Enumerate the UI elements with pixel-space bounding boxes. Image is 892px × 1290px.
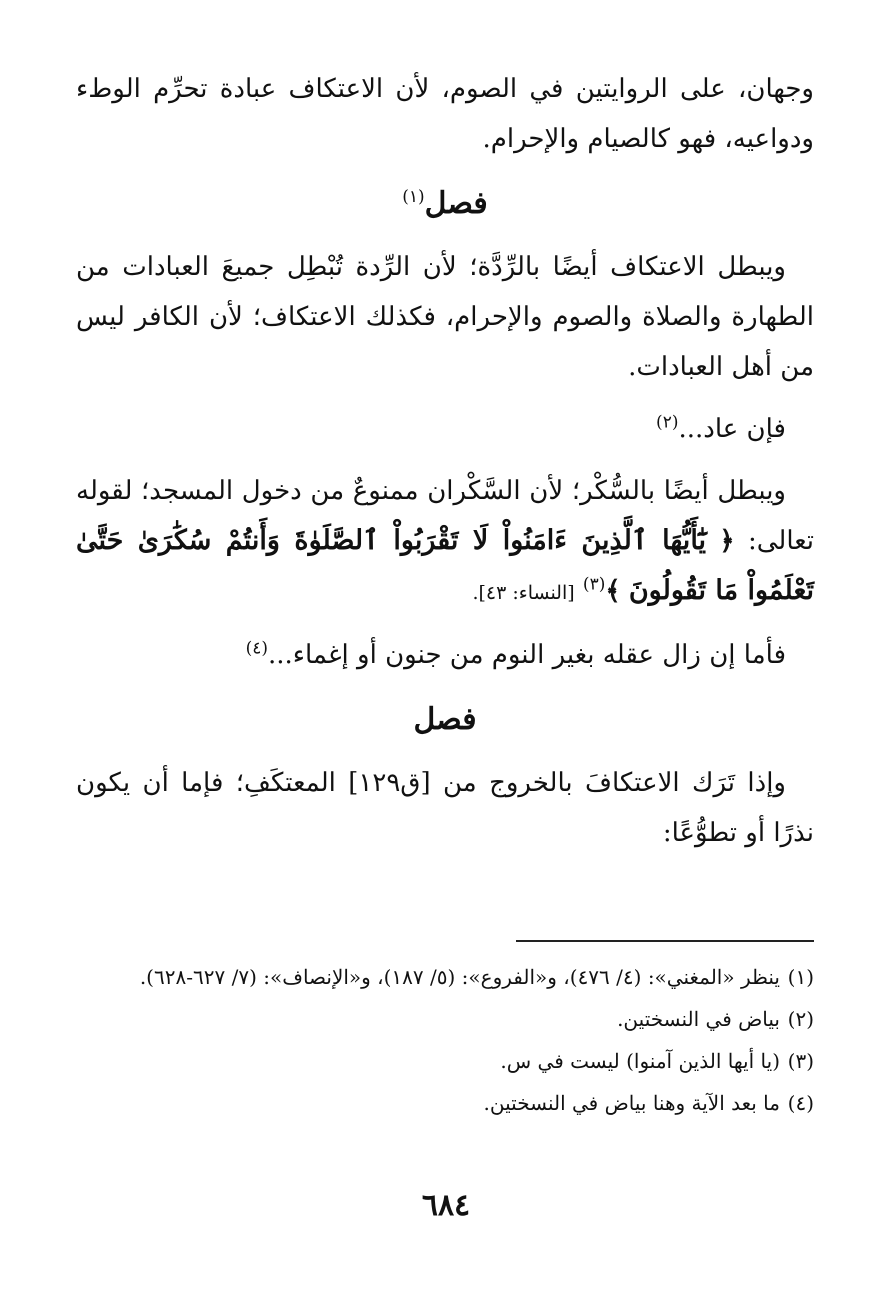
footnote-ref-2: (٢) xyxy=(656,412,679,433)
section-heading-2 xyxy=(76,692,814,748)
paragraph-1 xyxy=(76,64,814,164)
footnote-3-number: (٣) xyxy=(787,1049,814,1073)
quran-open-bracket: ﴿ xyxy=(719,526,735,556)
footnote-1 xyxy=(76,956,814,998)
footnote-ref-4: (٤) xyxy=(245,638,268,659)
paragraph-4-text: ويبطل أيضًا بالسُّكْر؛ لأن السَّكْران ممنوعٌ من دخول المسجد؛ لقوله تعالى: xyxy=(76,476,815,556)
footnote-2-number: (٢) xyxy=(787,1007,814,1031)
quran-source: [النساء: ٤٣]. xyxy=(472,582,575,604)
footnote-1-text: ينظر «المغني»: (٤/ ٤٧٦)، و«الفروع»: (٥/ ١٨٧)، و«الإنصاف»: (٧/ ٦٢٧-٦٢٨). xyxy=(139,965,780,989)
footnote-ref-3: (٣) xyxy=(582,574,606,595)
footnote-2 xyxy=(76,998,814,1040)
section-heading-2-text: فصل xyxy=(413,702,477,737)
section-heading-1 xyxy=(76,176,814,232)
footnote-ref-1: (١) xyxy=(402,187,425,207)
paragraph-1-text: وجهان، على الروايتين في الصوم، لأن الاعتكاف عبادة تحرِّم الوطء ودواعيه، فهو كالصيام والإحرام. xyxy=(76,74,814,154)
footnotes xyxy=(76,956,814,1124)
paragraph-4 xyxy=(76,466,814,618)
paragraph-5-text: فأما إن زال عقله بغير النوم من جنون أو إغماء... xyxy=(267,640,786,670)
footnote-separator xyxy=(516,940,814,942)
footnote-3 xyxy=(76,1040,814,1082)
quran-verse: يَٰٓأَيُّهَا ٱلَّذِينَ ءَامَنُواْ لَا تَقْرَبُواْ ٱلصَّلَوٰةَ وَأَنتُمْ سُكَٰرَىٰ حَتَّىٰ تَعْلَمُواْ مَا تَقُولُونَ xyxy=(76,525,814,606)
page-number: ٦٨٤ xyxy=(421,1188,471,1223)
footnote-2-text: بياض في النسختين. xyxy=(617,1007,780,1031)
footnote-4-number: (٤) xyxy=(787,1091,814,1115)
section-heading-1-text: فصل xyxy=(424,186,488,221)
footnote-3-text: (يا أيها الذين آمنوا) ليست في س. xyxy=(500,1049,780,1073)
paragraph-2 xyxy=(76,242,814,392)
paragraph-6-text: وإذا تَرَك الاعتكافَ بالخروج من [ق١٢٩] المعتكَفِ؛ فإما أن يكون نذرًا أو تطوُّعًا: xyxy=(76,768,814,848)
footnote-4-text: ما بعد الآية وهنا بياض في النسختين. xyxy=(483,1091,780,1115)
paragraph-5 xyxy=(76,630,814,680)
footnote-1-number: (١) xyxy=(787,965,814,989)
paragraph-3 xyxy=(76,404,814,454)
paragraph-3-text: فإن عاد... xyxy=(678,414,786,444)
main-text xyxy=(76,64,814,870)
paragraph-6 xyxy=(76,758,814,858)
footnote-4 xyxy=(76,1082,814,1124)
paragraph-2-text: ويبطل الاعتكاف أيضًا بالرِّدَّة؛ لأن الرِّدة تُبْطِل جميعَ العبادات من الطهارة والصلاة والصوم والإحرام، فكذلك الاعتكاف؛ لأن الكافر ليس من أهل العبادات. xyxy=(76,252,814,382)
quran-close-bracket: ﴾ xyxy=(605,576,621,606)
